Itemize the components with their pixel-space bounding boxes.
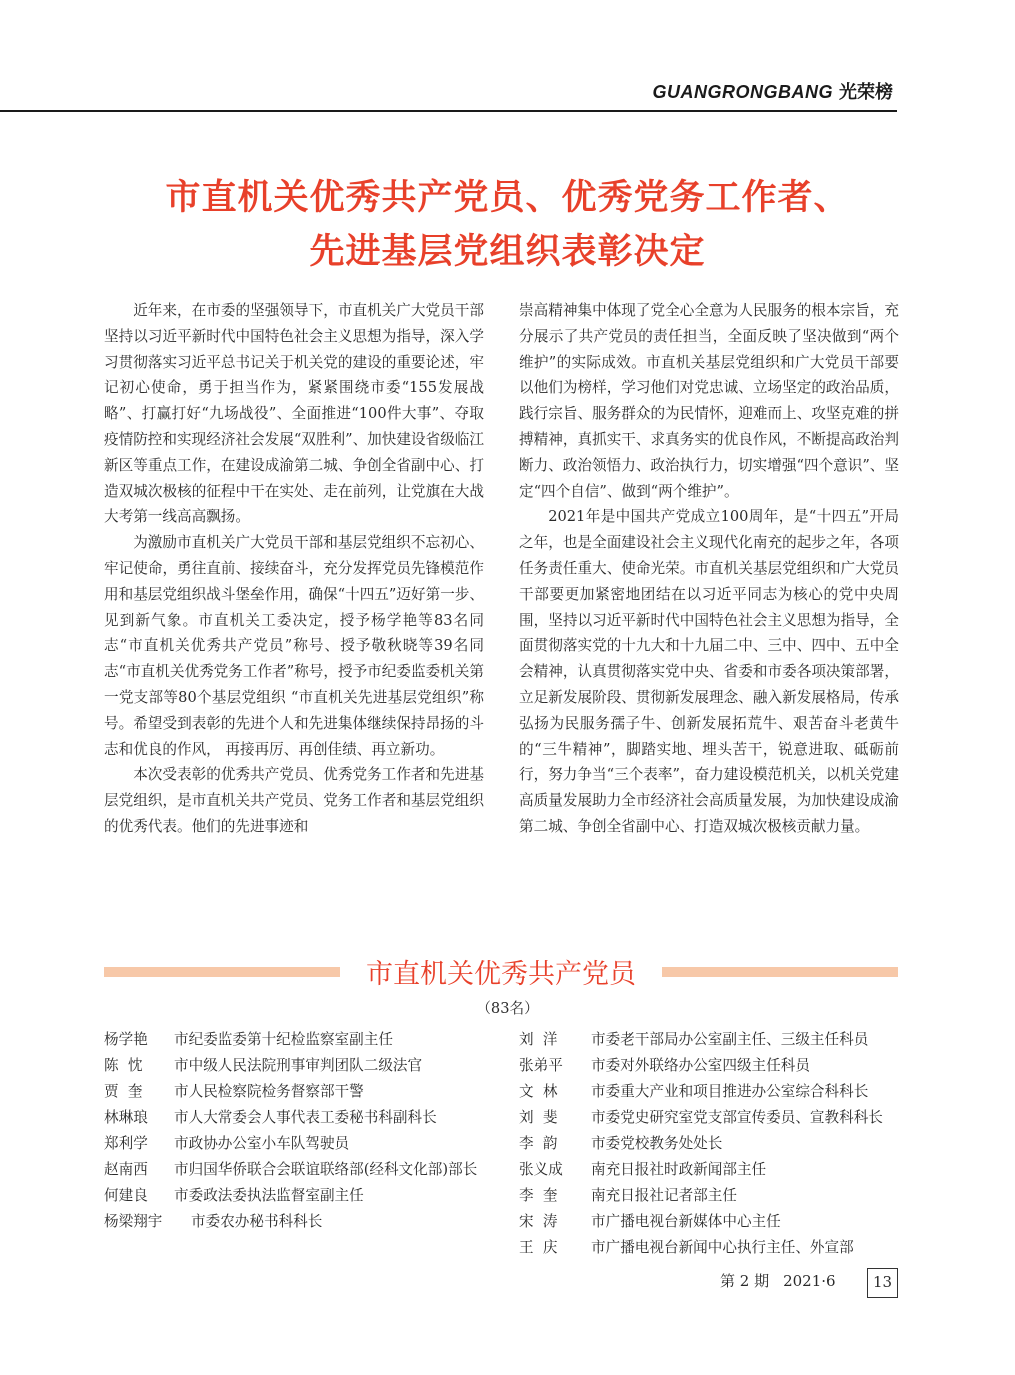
honoree-title: 南充日报社时政新闻部主任 bbox=[591, 1161, 767, 1178]
honoree-title: 市广播电视台新闻中心执行主任、外宣部 bbox=[591, 1239, 854, 1256]
column-name-english: GUANGRONGBANG bbox=[652, 82, 833, 102]
honoree-name: 陈 忱 bbox=[104, 1057, 143, 1074]
article-column-left bbox=[104, 298, 484, 840]
article-column-right bbox=[519, 298, 899, 840]
article-paragraph: 2021年是中国共产党成立100周年，是“十四五”开局之年，也是全面建设社会主义现代化南充的起步之年，各项任务责任重大、使命光荣。市直机关基层党组织和广大党员干部要更加紧密地团结在以习近平同志为核心的党中央周围，坚持以习近平新时代中国特色社会主义思想为指导，全面贯彻落实党的十九大和十九届二中、三中、四中、五中全会精神，认真贯彻落实党中央、省委和市委各项决策部署，立足新发展阶段、贯彻新发展理念、融入新发展格局，传承弘扬为民服务孺子牛、创新发展拓荒牛、艰苦奋斗老黄牛的“三牛精神”，脚踏实地、埋头苦干，锐意进取、砥砺前行，努力争当“三个表率”，奋力建设模范机关，以机关党建高质量发展助力全市经济社会高质量发展，为加快建设成渝第二城、争创全省副中心、打造双城次极核贡献力量。 bbox=[519, 508, 899, 835]
list-item bbox=[104, 1183, 494, 1209]
honoree-name: 文 林 bbox=[519, 1083, 558, 1100]
list-item bbox=[519, 1027, 909, 1053]
list-item bbox=[104, 1105, 494, 1131]
list-item bbox=[104, 1209, 494, 1235]
list-item bbox=[519, 1131, 909, 1157]
honoree-title: 市委党校教务处处长 bbox=[591, 1135, 723, 1152]
honoree-title: 市委重大产业和项目推进办公室综合科科长 bbox=[591, 1083, 869, 1100]
issue-date: 2021·6 bbox=[783, 1272, 836, 1290]
honoree-name: 林琳琅 bbox=[104, 1109, 148, 1126]
header-divider bbox=[0, 110, 897, 112]
list-item bbox=[104, 1053, 494, 1079]
honoree-title: 市委政法委执法监督室副主任 bbox=[174, 1187, 364, 1204]
honoree-title: 市广播电视台新媒体中心主任 bbox=[591, 1213, 781, 1230]
article-title-line-2: 先进基层党组织表彰决定 bbox=[309, 232, 706, 272]
honoree-name: 何建良 bbox=[104, 1187, 148, 1204]
list-item bbox=[519, 1053, 909, 1079]
article-title-line-1: 市直机关优秀共产党员、优秀党务工作者、 bbox=[165, 178, 850, 218]
honoree-name: 杨梁翔宇 bbox=[104, 1213, 163, 1230]
issue-number: 第 2 期 bbox=[720, 1272, 770, 1290]
honoree-name: 郑利学 bbox=[104, 1135, 148, 1152]
article-paragraph: 为激励市直机关广大党员干部和基层党组织不忘初心、牢记使命，勇往直前、接续奋斗，充分发挥党员先锋模范作用和基层党组织战斗堡垒作用，确保“十四五”迈好第一步、见到新气象。市直机关工委决定，授予杨学艳等83名同志“市直机关优秀共产党员”称号、授予敬秋晓等39名同志“市直机关优秀党务工作者”称号，授予市纪委监委机关第一党支部等80个基层党组织 “市直机关先进基层党组织”称号。希望受到表彰的先进个人和先进集体继续保持昂扬的斗志和优良的作风， 再接再厉、再创佳绩、再立新功。 bbox=[104, 534, 484, 758]
section-title: 市直机关优秀共产党员 bbox=[366, 959, 636, 990]
list-item bbox=[519, 1209, 909, 1235]
honoree-list-right bbox=[519, 1027, 909, 1261]
list-item bbox=[519, 1157, 909, 1183]
article-paragraph: 本次受表彰的优秀共产党员、优秀党务工作者和先进基层党组织，是市直机关共产党员、党务工作者和基层党组织的优秀代表。他们的先进事迹和 bbox=[104, 766, 484, 835]
page-number: 13 bbox=[867, 1268, 898, 1298]
honoree-title: 市委老干部局办公室副主任、三级主任科员 bbox=[591, 1031, 869, 1048]
honoree-name: 张义成 bbox=[519, 1161, 563, 1178]
list-item bbox=[519, 1235, 909, 1261]
honoree-name: 贾 奎 bbox=[104, 1083, 143, 1100]
list-item bbox=[519, 1183, 909, 1209]
list-item bbox=[104, 1131, 494, 1157]
honoree-title: 市中级人民法院刑事审判团队二级法官 bbox=[174, 1057, 423, 1074]
section-title-bar-left bbox=[104, 967, 340, 977]
page-footer bbox=[720, 1270, 850, 1291]
section-title-bar-right bbox=[662, 967, 898, 977]
honoree-title: 市归国华侨联合会联谊联络部(经科文化部)部长 bbox=[174, 1161, 478, 1178]
honoree-name: 杨学艳 bbox=[104, 1031, 148, 1048]
honoree-name: 宋 涛 bbox=[519, 1213, 558, 1230]
article-paragraph-continued: 崇高精神集中体现了党全心全意为人民服务的根本宗旨，充分展示了共产党员的责任担当，全面反映了坚决做到“两个维护”的实际成效。市直机关基层党组织和广大党员干部要以他们为榜样，学习他们对党忠诚、立场坚定的政治品质，践行宗旨、服务群众的为民情怀，迎难而上、攻坚克难的拼搏精神，真抓实干、求真务实的优良作风，不断提高政治判断力、政治领悟力、政治执行力，切实增强“四个意识”、坚定“四个自信”、做到“两个维护”。 bbox=[519, 302, 899, 500]
honoree-name: 刘 斐 bbox=[519, 1109, 558, 1126]
honoree-title: 市委对外联络办公室四级主任科员 bbox=[591, 1057, 810, 1074]
honoree-name: 张弟平 bbox=[519, 1057, 563, 1074]
honoree-name: 王 庆 bbox=[519, 1239, 558, 1256]
list-item bbox=[104, 1027, 494, 1053]
honoree-title: 市委农办秘书科科长 bbox=[191, 1213, 323, 1230]
honoree-name: 赵南西 bbox=[104, 1161, 148, 1178]
section-count: （83名） bbox=[476, 1000, 539, 1017]
honoree-title: 南充日报社记者部主任 bbox=[591, 1187, 737, 1204]
column-name bbox=[653, 78, 894, 104]
article-paragraph: 近年来，在市委的坚强领导下，市直机关广大党员干部坚持以习近平新时代中国特色社会主义思想为指导，深入学习贯彻落实习近平总书记关于机关党的建设的重要论述，牢记初心使命，勇于担当作为，紧紧围绕市委“155发展战略”、打赢打好“九场战役”、全面推进“100件大事”、夺取疫情防控和实现经济社会发展“双胜利”、加快建设省级临江新区等重点工作，在建设成渝第二城、争创全省副中心、打造双城次极核的征程中干在实处、走在前列，让党旗在大战大考第一线高高飘扬。 bbox=[104, 302, 484, 526]
list-item bbox=[519, 1079, 909, 1105]
list-item bbox=[104, 1079, 494, 1105]
page-header bbox=[0, 76, 897, 110]
honoree-title: 市人民检察院检务督察部干警 bbox=[174, 1083, 364, 1100]
honoree-title: 市政协办公室小车队驾驶员 bbox=[174, 1135, 350, 1152]
list-item bbox=[104, 1157, 494, 1183]
column-name-chinese: 光荣榜 bbox=[839, 82, 893, 103]
honoree-name: 李 奎 bbox=[519, 1187, 558, 1204]
honoree-name: 刘 洋 bbox=[519, 1031, 558, 1048]
honoree-title: 市委党史研究室党支部宣传委员、宣教科科长 bbox=[591, 1109, 883, 1126]
honoree-list-left bbox=[104, 1027, 494, 1235]
list-item bbox=[519, 1105, 909, 1131]
honoree-name: 李 韵 bbox=[519, 1135, 558, 1152]
honoree-title: 市纪委监委第十纪检监察室副主任 bbox=[174, 1031, 393, 1048]
honoree-title: 市人大常委会人事代表工委秘书科副科长 bbox=[174, 1109, 437, 1126]
